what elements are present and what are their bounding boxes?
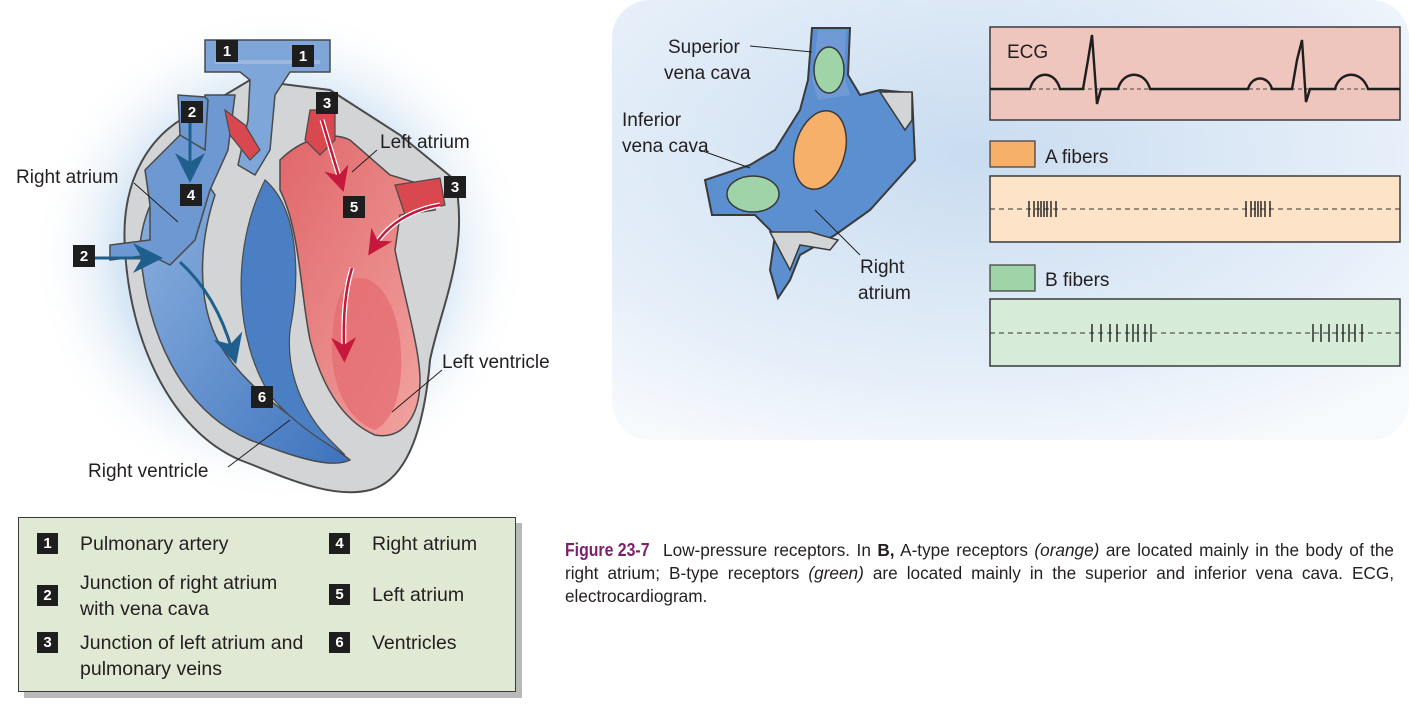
legend-text: Junction of right atrium with vena cava	[80, 572, 278, 620]
legend-item-4	[329, 531, 509, 557]
label-ivc-2: vena cava	[622, 136, 709, 157]
label-svc-2: vena cava	[664, 63, 751, 84]
legend-text: Ventricles	[372, 632, 457, 654]
svg-text:2: 2	[79, 248, 89, 265]
marker-3b	[444, 176, 466, 198]
marker-1a	[216, 40, 238, 62]
svg-text:2: 2	[187, 104, 197, 121]
legend-item-2	[37, 570, 307, 622]
b-fibers-trace	[990, 299, 1400, 366]
a-fibers-swatch	[990, 141, 1035, 167]
legend-number: 5	[329, 584, 350, 605]
b-fibers-swatch	[990, 265, 1035, 291]
label-ra-1: Right	[860, 257, 905, 278]
marker-2b	[73, 245, 95, 267]
label-ra-2: atrium	[858, 283, 911, 304]
legend-number: 2	[37, 585, 58, 606]
caption-bold: B,	[877, 540, 895, 560]
marker-6	[251, 386, 273, 408]
svg-text:6: 6	[257, 389, 267, 406]
caption-title: Figure 23-7	[565, 540, 650, 560]
svg-text:1: 1	[222, 43, 232, 60]
legend-text: Left atrium	[372, 584, 465, 606]
label-left-atrium: Left atrium	[380, 132, 470, 153]
marker-3a	[316, 92, 338, 114]
caption-orange: (orange)	[1034, 540, 1100, 560]
b-fibers-label: B fibers	[1045, 270, 1110, 291]
a-fibers-label: A fibers	[1045, 147, 1109, 168]
svg-text:3: 3	[450, 179, 460, 196]
caption-green: (green)	[808, 563, 864, 583]
legend-item-1	[37, 531, 307, 557]
caption-text-4: are located mainly in the superior and inferior vena cava. ECG, electrocardiogram.	[565, 563, 1394, 606]
figure-caption	[565, 539, 1394, 608]
b-fibers-box	[990, 299, 1400, 366]
a-fibers-trace	[990, 176, 1400, 242]
legend-text: Junction of left atrium and pulmonary veins	[80, 632, 304, 680]
receptor-panel	[612, 0, 1409, 440]
heart-diagram	[16, 5, 550, 505]
svg-text:3: 3	[322, 95, 332, 112]
ecg-trace	[990, 27, 1400, 120]
label-left-ventricle: Left ventricle	[442, 352, 550, 373]
marker-4	[180, 184, 202, 206]
caption-text-2: A-type receptors	[894, 540, 1035, 560]
legend-number: 1	[37, 533, 58, 554]
label-right-atrium: Right atrium	[16, 167, 119, 188]
legend-number: 6	[329, 632, 350, 653]
marker-1b	[292, 45, 314, 67]
legend-text: Pulmonary artery	[80, 533, 229, 555]
legend-item-6	[329, 630, 509, 656]
legend-number: 3	[37, 632, 58, 653]
legend-box	[18, 517, 516, 692]
svg-text:4: 4	[186, 187, 196, 204]
caption-text-1: Low-pressure receptors. In	[663, 540, 878, 560]
svg-text:1: 1	[298, 48, 308, 65]
label-right-ventricle: Right ventricle	[88, 461, 209, 482]
svg-text:5: 5	[349, 199, 359, 216]
label-ivc-1: Inferior	[622, 110, 682, 131]
legend-item-3	[37, 630, 307, 682]
legend-item-5	[329, 582, 509, 608]
label-svc-1: Superior	[668, 37, 740, 58]
b-receptor-svc	[814, 47, 844, 93]
caption-text-3: are located mainly in the body of the right atrium; B-type receptors	[565, 540, 1394, 583]
marker-2a	[181, 101, 203, 123]
legend-text: Right atrium	[372, 533, 478, 555]
b-receptor-ivc	[727, 176, 779, 212]
marker-5	[343, 196, 365, 218]
legend-number: 4	[329, 533, 350, 554]
ecg-label: ECG	[1007, 42, 1049, 63]
ecg-box	[990, 27, 1400, 120]
